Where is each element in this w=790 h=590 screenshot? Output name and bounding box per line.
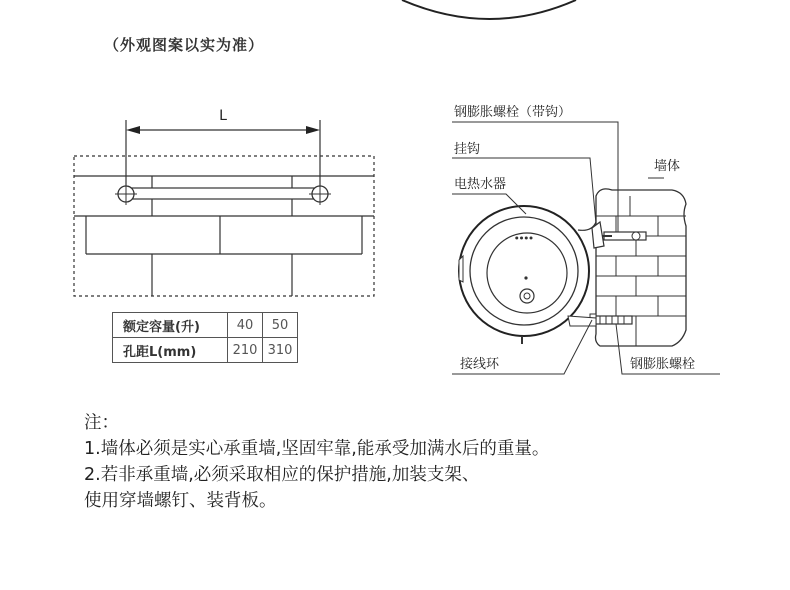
note-line-1: 1.墙体必须是实心承重墙,坚固牢靠,能承受加满水后的重量。 — [84, 439, 550, 459]
notes-title: 注： — [84, 413, 119, 433]
mounting-hole-right — [309, 183, 331, 205]
table-header-capacity: 额定容量(升) — [113, 313, 228, 338]
brick-wall-front-view — [74, 108, 374, 296]
mounting-hole-left — [115, 183, 137, 205]
side-view — [452, 104, 720, 374]
label-expansion-bolt-hook: 钢膨胀螺栓（带钩） — [454, 105, 572, 120]
table-header-distance: 孔距L(mm) — [113, 338, 228, 363]
dimension-L-label: L — [219, 108, 227, 124]
appearance-note: （外观图案以实为准） — [104, 36, 265, 54]
wall-dashed-outline — [74, 156, 374, 296]
note-line-2: 2.若非承重墙,必须采取相应的保护措施,加装支架、 — [84, 465, 480, 485]
note-line-3: 使用穿墙螺钉、装背板。 — [84, 491, 277, 511]
expansion-bolt-with-hook — [600, 232, 646, 240]
distance-value: 310 — [263, 338, 298, 363]
mounting-bracket — [126, 188, 320, 199]
label-water-heater: 电热水器 — [454, 177, 507, 192]
water-heater-side — [459, 206, 596, 344]
installation-notes — [84, 410, 549, 514]
dimension-L — [126, 108, 320, 186]
distance-value: 210 — [228, 338, 263, 363]
label-hook: 挂钩 — [454, 142, 481, 157]
capacity-value: 50 — [263, 313, 298, 338]
top-arc — [402, 0, 576, 19]
capacity-spacing-table — [112, 312, 298, 363]
svg-text:● ● ● ●: ● ● ● ● — [515, 235, 533, 240]
label-wiring-ring: 接线环 — [460, 357, 500, 372]
table-row-capacity — [113, 313, 298, 338]
table-row-distance — [113, 338, 298, 363]
label-expansion-bolt: 钢膨胀螺栓 — [630, 357, 696, 372]
capacity-value: 40 — [228, 313, 263, 338]
label-wall: 墙体 — [654, 159, 681, 174]
